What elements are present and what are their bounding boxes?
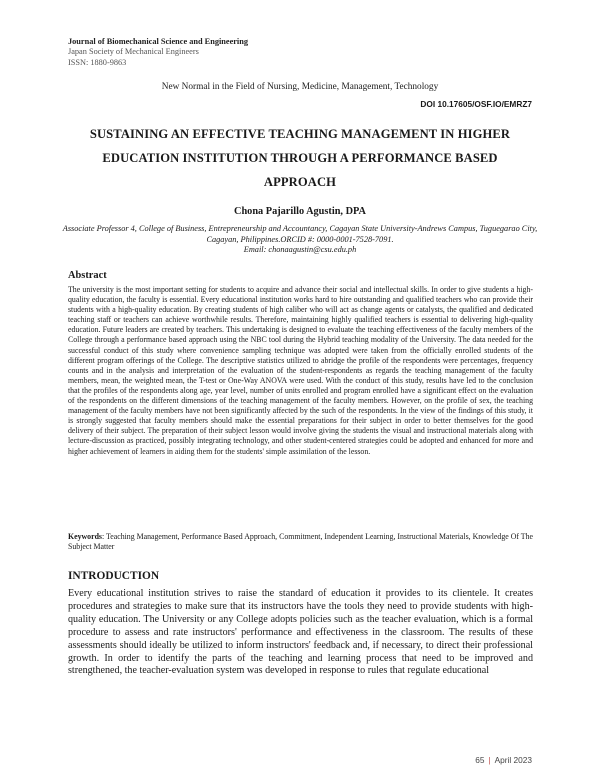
abstract-text: The university is the most important setting for students to acquire and advance their social and intellectual skills. In order to give students a high-quality education, the faculty is essential. Every educational institution works hard to hire outstanding and qualified teachers who can provide their students with a high-quality education. By creating students of high caliber who will act as change agents or catalysts, the qualified and dedicated teaching staff or teachers can achieve worthwhile results. Therefore, maintaining highly qualified teachers is essential to delivering high-quality education. Future leaders are created by teachers. This undertaking is designed to evaluate the teaching effectiveness of the faculty members of the College through a performance based approach using the NBC tool during the Hybrid teaching modality of the University. The data needed for the successful conduct of this study where convenience sampling technique was adopted were taken from the officially enrolled students of the different program offerings of the College. The descriptive statistics utilized to abridge the profile of the respondents were percentages, frequency counts and in the analysis and interpretation of the evaluation of the student-respondents as regards the teaching management of the faculty members, mean, the weighted mean, the T-test or One-Way ANOVA were used. With the conduct of this study, results have led to the conclusion that the profiles of the respondents along age, year level, number of units enrolled and program enrolled have a significant effect on the evaluation of the respondents on the different dimensions of the teaching management of the faculty members. However, on the profile of sex, the teaching management of the faculty members have not been significantly affected by the such of the respondents. In the view of the findings of this study, it is strongly suggested that faculty members should make the essential preparations for their subject in order to better themselves for the good delivery of their subject. The preparation of their subject lesson would involve giving the students the visual and instructional materials along with lecture-discussion as practiced, possibly integrating technology, and other student-centered strategies could be adopted and enhanced for more and higher achievement of learners in aiding them for the students' simple assimilation of the lesson. (68, 285, 533, 456)
journal-name: Journal of Biomechanical Science and Engineering (68, 37, 248, 46)
introduction-heading: INTRODUCTION (68, 570, 160, 582)
journal-header (68, 37, 248, 68)
page-number: 65 (475, 755, 485, 765)
keywords-text: : Teaching Management, Performance Based Approach, Commitment, Independent Learning, Instructional Materials, Knowledge Of The Subject Matter (68, 532, 533, 552)
abstract-heading: Abstract (68, 270, 107, 281)
author-affiliation (62, 224, 538, 256)
doi-label: DOI 10.17605/OSF.IO/EMRZ7 (420, 99, 532, 109)
paper-title: SUSTAINING AN EFFECTIVE TEACHING MANAGEMENT IN HIGHER EDUCATION INSTITUTION THROUGH A PERFORMANCE BASED APPROACH (89, 127, 511, 189)
series-title: New Normal in the Field of Nursing, Medicine, Management, Technology (161, 82, 439, 92)
journal-society: Japan Society of Mechanical Engineers (68, 47, 199, 57)
page-footer (475, 755, 532, 765)
footer-separator: | (488, 755, 491, 765)
introduction-text: Every educational institution strives to raise the standard of education it provides to its clientele. It creates procedures and strategies to make sure that its instructors have the tools they need to provide students with high-quality education. The University or any College adopts policies such as the teacher evaluation, which is a formal procedure to assess and rate instructors' performance and effectiveness in the classroom. The results of these assessments should ideally be utilized to inform instructors' feedback and, if necessary, to direct their professional growth. In order to identify the parts of the teaching and learning process that need to be improved and strengthened, the teacher-evaluation system was developed in response to rules that regulate educational (68, 588, 533, 677)
author-email: Email: chonaagustin@csu.edu.ph (243, 245, 357, 254)
footer-date: April 2023 (494, 755, 532, 765)
keywords-label: Keywords (68, 532, 102, 541)
author-name: Chona Pajarillo Agustin, DPA (234, 206, 366, 217)
keywords (68, 532, 533, 552)
journal-issn: ISSN: 1880-9863 (68, 57, 127, 67)
affiliation-text: Associate Professor 4, College of Business, Entrepreneurship and Accountancy, Cagayan State University-Andrews Campus, Tuguegarao City, Cagayan, Philippines.ORCID #: 0000-0001-7528-7091. (62, 224, 538, 244)
